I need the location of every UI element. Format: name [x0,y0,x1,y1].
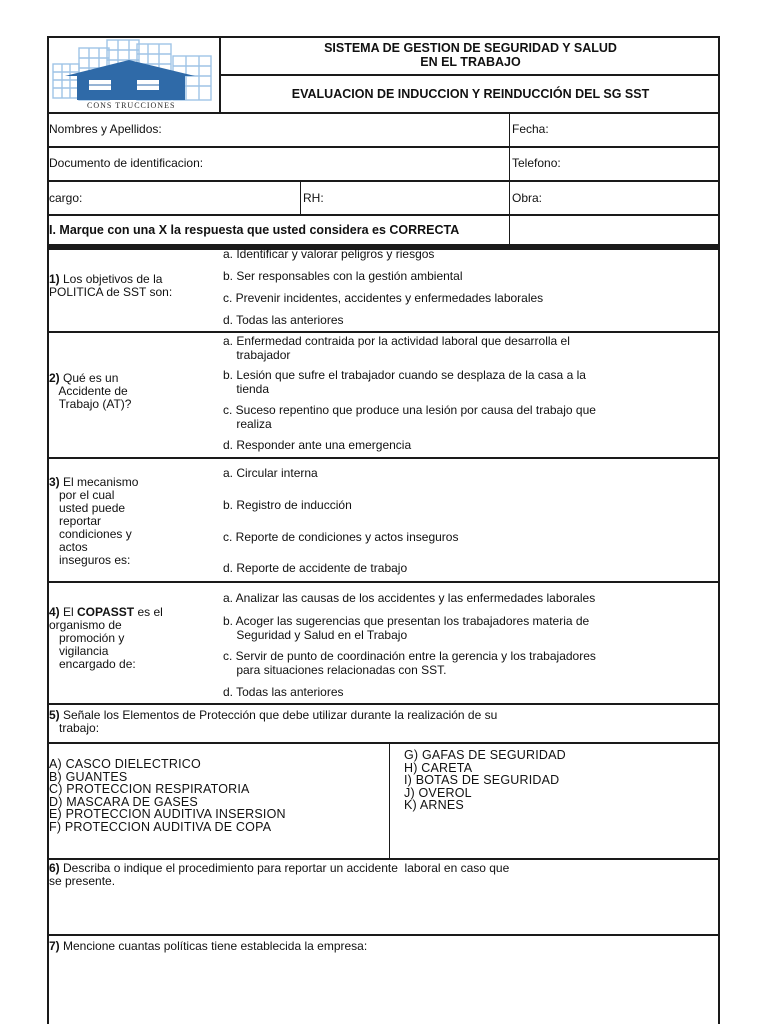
q5-right-list [404,749,566,812]
q7-label: 7) Mencione cuantas políticas tiene establecida la empresa: [49,939,368,953]
header-title-line2: EN EL TRABAJO [420,55,521,69]
evaluation-form [47,36,720,1024]
cargo-field[interactable]: cargo: [49,191,83,205]
rh-field[interactable]: RH: [303,191,324,205]
telefono-field[interactable]: Telefono: [512,156,561,170]
obra-field[interactable]: Obra: [512,191,543,205]
rh-col-divider [300,181,301,215]
q1-option-a[interactable]: a. Identificar y valorar peligros y riesgos [223,247,435,261]
q4-bottom [47,703,720,705]
q4-option-b[interactable]: b. Acoger las sugerencias que presentan los trabajadores materia de Seguridad y Salud en el Trabajo [223,614,590,642]
q3-option-a[interactable]: a. Circular interna [223,466,318,480]
nombres-field[interactable]: Nombres y Apellidos: [49,122,162,136]
q2-option-d[interactable]: d. Responder ante una emergencia [223,438,412,452]
epp-item-a[interactable]: A) CASCO DIELECTRICO [49,757,201,771]
epp-item-j[interactable]: J) OVEROL [404,785,472,800]
q1-bottom [47,331,720,333]
q1-top [47,244,720,246]
documento-field[interactable]: Documento de identificacion: [49,156,204,170]
q5-col-divider [389,743,390,858]
logo-text: CONS TRUCCIONES [87,101,176,110]
header-subtitle: EVALUACION DE INDUCCION Y REINDUCCIÓN DEL SG SST [291,87,650,101]
epp-item-i[interactable]: I) BOTAS DE SEGURIDAD [404,773,560,787]
section1-title: I. Marque con una X la respuesta que usted considera es CORRECTA [49,223,460,237]
q2-option-b[interactable]: b. Lesión que sufre el trabajador cuando se desplaza de la casa a la tienda [223,368,586,396]
q5-left-list [49,758,286,833]
q6-label: 6) Describa o indique el procedimiento para reportar un accidente laboral en caso que se presente. [49,861,510,888]
header-title [221,41,720,69]
q5-label: 5) Señale los Elementos de Protección que debe utilizar durante la realización de su trabajo: [49,708,498,735]
epp-item-k[interactable]: K) ARNES [404,798,464,812]
epp-item-f[interactable]: F) PROTECCION AUDITIVA DE COPA [49,819,272,834]
epp-item-e[interactable]: E) PROTECCION AUDITIVA INSERSION [49,807,286,821]
field-row-divider-2 [47,180,720,182]
q4-option-c[interactable]: c. Servir de punto de coordinación entre la gerencia y los trabajadores para situaciones relacionadas con SST. [223,649,596,677]
field-row-divider-1 [47,146,720,148]
q2-bottom [47,457,720,459]
header-split [219,74,720,76]
q2-label: 2) Qué es un Accidente de Trabajo (AT)? [49,371,132,411]
q6-answer-area[interactable] [49,892,718,932]
q1-option-d[interactable]: d. Todas las anteriores [223,313,344,327]
q1-label: 1) Los objetivos de la POLITICA de SST son: [49,272,173,299]
q4-option-d[interactable]: d. Todas las anteriores [223,685,344,699]
q3-option-c[interactable]: c. Reporte de condiciones y actos inseguros [223,530,459,544]
company-logo [49,38,217,112]
epp-item-b[interactable]: B) GUANTES [49,769,128,784]
q3-option-b[interactable]: b. Registro de inducción [223,498,352,512]
q5-bottom [47,858,720,860]
q2-option-c[interactable]: c. Suceso repentino que produce una lesión por causa del trabajo que realiza [223,403,596,431]
q2-option-a[interactable]: a. Enfermedad contraida por la actividad laboral que desarrolla el trabajador [223,334,570,362]
q7-answer-area[interactable] [49,956,718,970]
q3-bottom [47,581,720,583]
epp-item-d[interactable]: D) MASCARA DE GASES [49,794,198,809]
epp-item-g[interactable]: G) GAFAS DE SEGURIDAD [404,748,566,762]
q5-header-bottom [47,742,720,744]
q1-option-b[interactable]: b. Ser responsables con la gestión ambiental [223,269,463,283]
fecha-field[interactable]: Fecha: [512,122,549,136]
epp-item-c[interactable]: C) PROTECCION RESPIRATORIA [49,782,250,796]
q6-bottom [47,934,720,936]
q3-label: 3) El mecanismo por el cual usted puede reportar condiciones y actos inseguros es: [49,475,139,567]
epp-item-h[interactable]: H) CARETA [404,760,473,775]
q4-label: 4) El COPASST es el organismo de promoción y vigilancia encargado de: [49,605,163,671]
q3-option-d[interactable]: d. Reporte de accidente de trabajo [223,561,408,575]
header-title-line1: SISTEMA DE GESTION DE SEGURIDAD Y SALUD [324,41,617,55]
q4-option-a[interactable]: a. Analizar las causas de los accidentes y las enfermedades laborales [223,591,596,605]
q1-option-c[interactable]: c. Prevenir incidentes, accidentes y enfermedades laborales [223,291,544,305]
